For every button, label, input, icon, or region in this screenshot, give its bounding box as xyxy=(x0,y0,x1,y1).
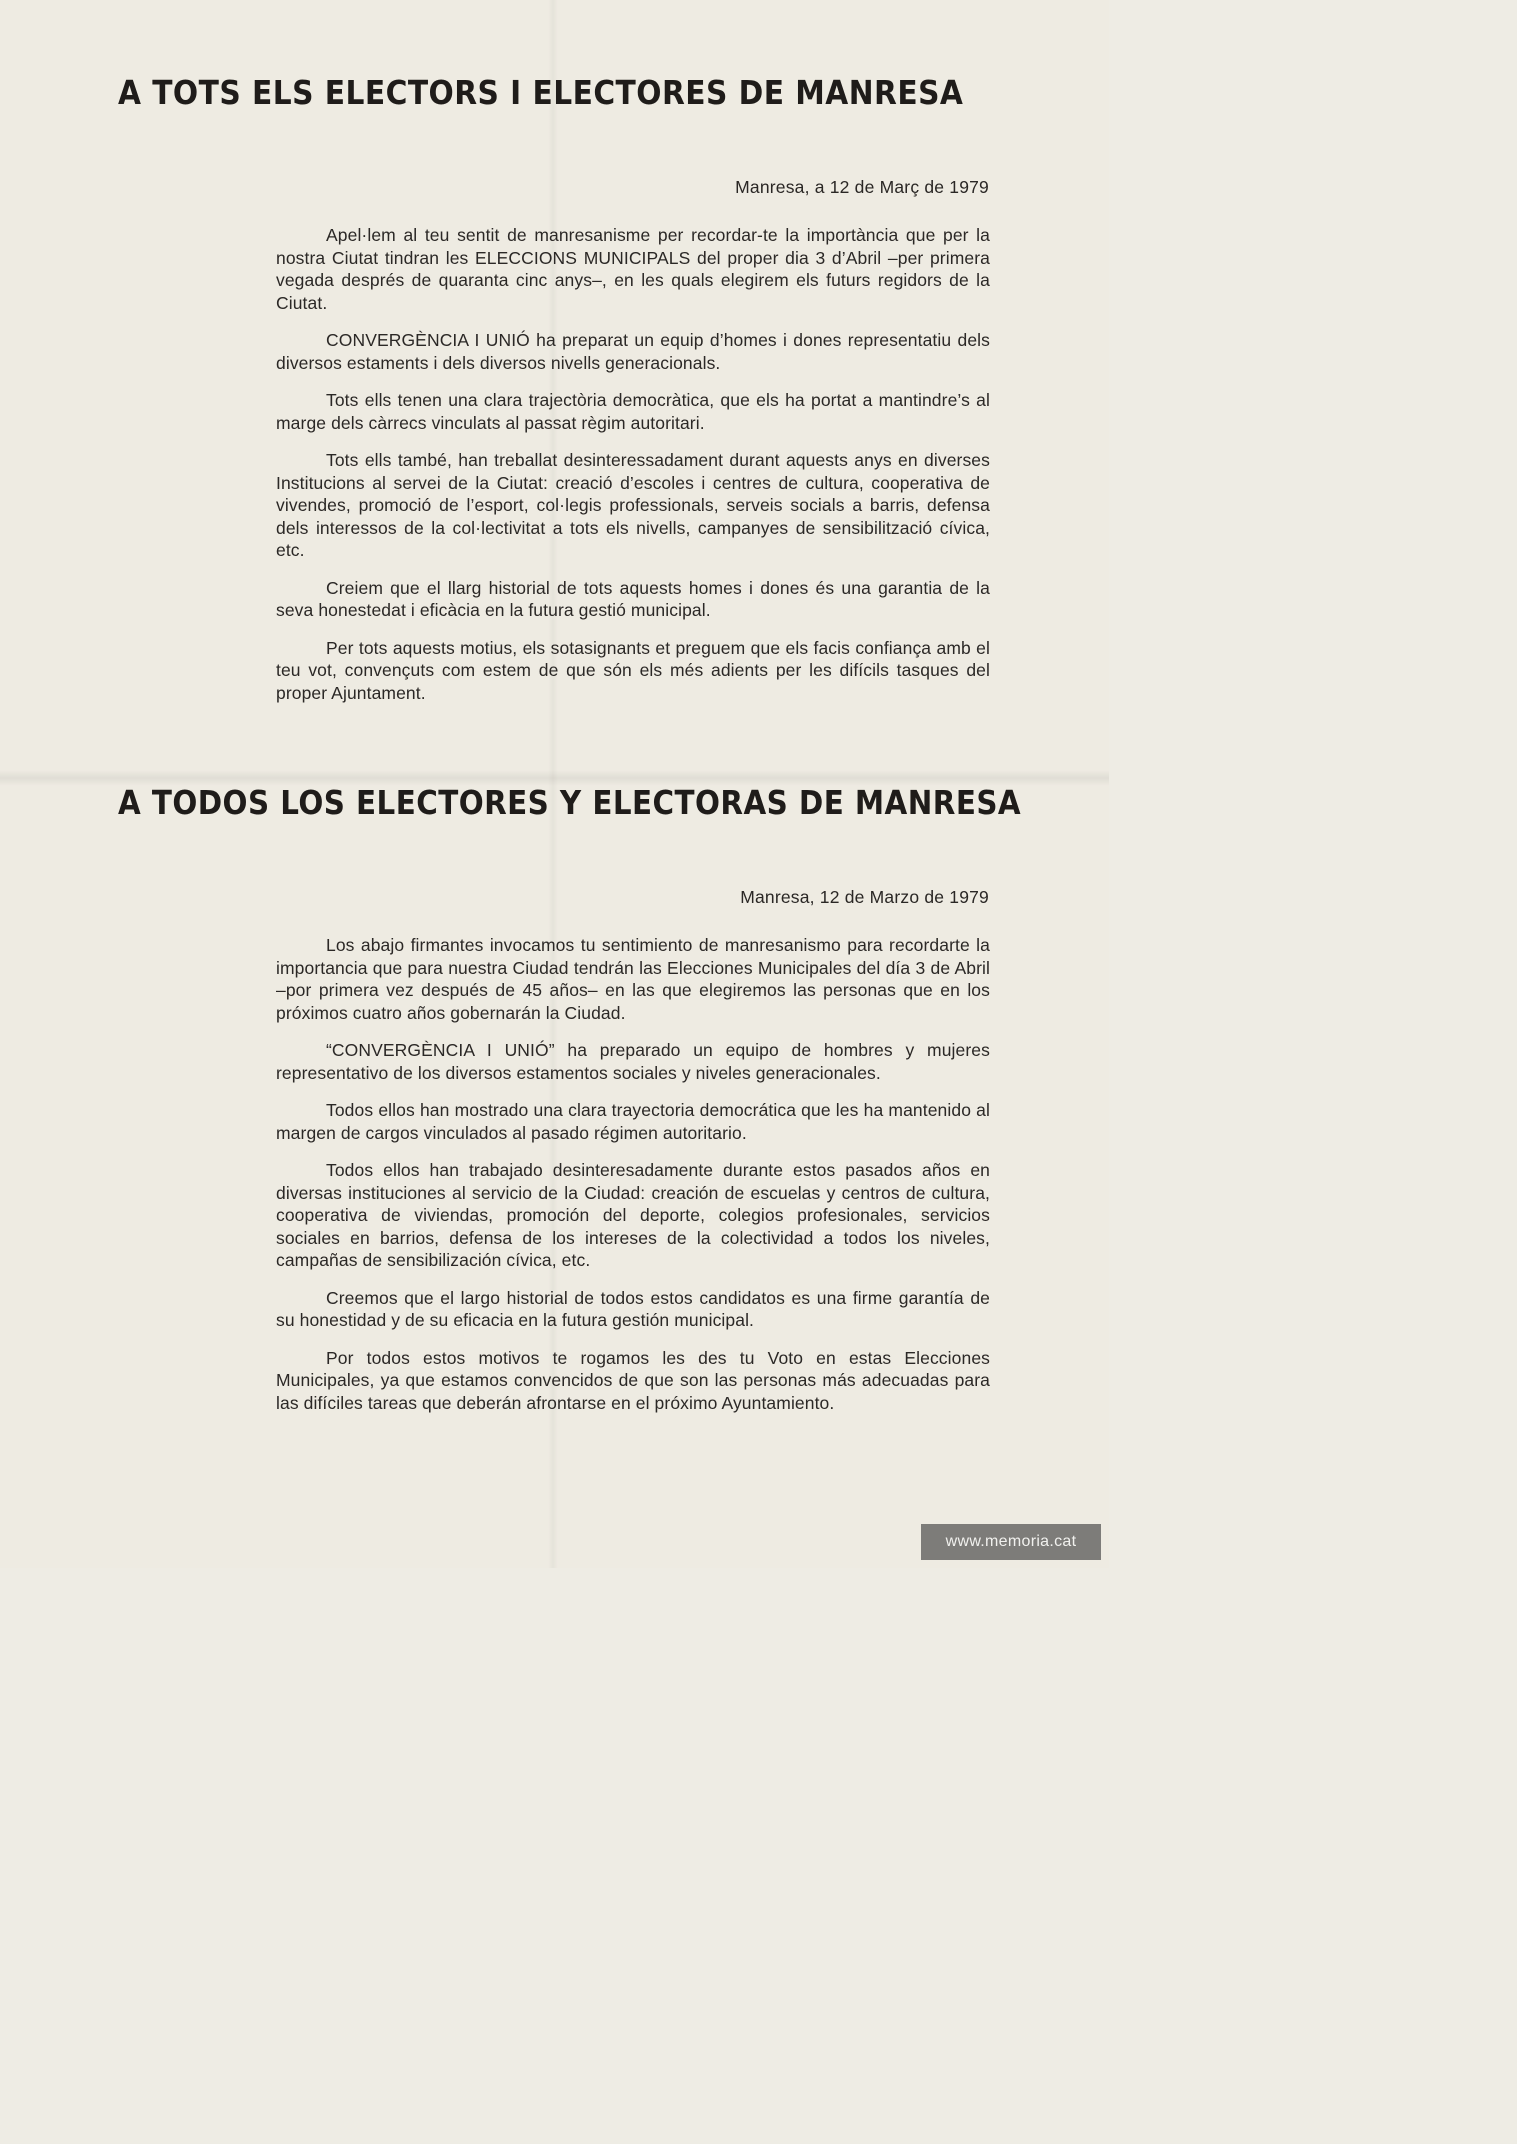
catalan-paragraph-1: Apel·lem al teu sentit de manresanisme per recordar-te la importància que per la nostra Ciutat tindran les ELECCIONS MUNICIPALS del proper dia 3 d’Abril –per primera vegada després de quaranta cinc anys–, en les quals elegirem els futurs regidors de la Ciutat. xyxy=(276,225,990,313)
catalan-body xyxy=(276,224,990,719)
spanish-paragraph-6: Por todos estos motivos te rogamos les des tu Voto en estas Elecciones Municipales, ya que estamos convencidos de que son las personas más adecuadas para las difíciles tareas que deberán afrontarse en el próximo Ayuntamiento. xyxy=(276,1347,990,1413)
catalan-paragraph-5: Creiem que el llarg historial de tots aquests homes i dones és una garantia de la seva honestedat i eficàcia en la futura gestió municipal. xyxy=(276,577,990,620)
spanish-paragraph-4: Todos ellos han trabajado desinteresadamente durante estos pasados años en diversas instituciones al servicio de la Ciudad: creación de escuelas y centros de cultura, cooperativa de viviendas, promoción del deporte, colegios profesionales, servicios sociales en barrios, defensa de los intereses de la colectividad a todos los niveles, campañas de sensibilización cívica, etc. xyxy=(276,1160,990,1270)
catalan-paragraph-6: Per tots aquests motius, els sotasignants et preguem que els facis confiança amb el teu vot, convençuts com estem de que són els més adients per les difícils tasques del proper Ajuntament. xyxy=(276,637,990,703)
spanish-dateline: Manresa, 12 de Marzo de 1979 xyxy=(740,887,989,907)
spanish-paragraph-2: “CONVERGÈNCIA I UNIÓ” ha preparado un equipo de hombres y mujeres representativo de los diversos estamentos sociales y niveles generacionales. xyxy=(276,1040,990,1083)
catalan-dateline: Manresa, a 12 de Març de 1979 xyxy=(735,177,989,197)
spanish-body xyxy=(276,934,990,1429)
spanish-paragraph-5: Creemos que el largo historial de todos estos candidatos es una firme garantía de su honestidad y de su eficacia en la futura gestión municipal. xyxy=(276,1287,990,1330)
catalan-paragraph-3: Tots ells tenen una clara trajectòria democràtica, que els ha portat a mantindre’s al marge dels càrrecs vinculats al passat règim autoritari. xyxy=(276,390,990,433)
spanish-paragraph-3: Todos ellos han mostrado una clara trayectoria democrática que les ha mantenido al margen de cargos vinculados al pasado régimen autoritario. xyxy=(276,1100,990,1143)
spanish-heading: A TODOS LOS ELECTORES Y ELECTORAS DE MANRESA xyxy=(118,783,1022,822)
spanish-paragraph-1: Los abajo firmantes invocamos tu sentimiento de manresanismo para recordarte la importancia que para nuestra Ciudad tendrán las Elecciones Municipales del día 3 de Abril –por primera vez después de 45 años– en las que elegiremos las personas que en los próximos cuatro años gobernarán la Ciudad. xyxy=(276,935,990,1023)
watermark-badge[interactable]: www.memoria.cat xyxy=(921,1524,1101,1560)
catalan-paragraph-2: CONVERGÈNCIA I UNIÓ ha preparat un equip d’homes i dones representatiu dels diversos estaments i dels diversos nivells generacionals. xyxy=(276,330,990,373)
catalan-heading: A TOTS ELS ELECTORS I ELECTORES DE MANRESA xyxy=(118,73,964,112)
catalan-paragraph-4: Tots ells també, han treballat desinteressadament durant aquests anys en diverses Institucions al servei de la Ciutat: creació d’escoles i centres de cultura, cooperativa de vivendes, promoció de l’esport, col·legis professionals, serveis socials a barris, defensa dels interessos de la col·lectivitat a tots els nivells, campanyes de sensibilització cívica, etc. xyxy=(276,450,990,560)
